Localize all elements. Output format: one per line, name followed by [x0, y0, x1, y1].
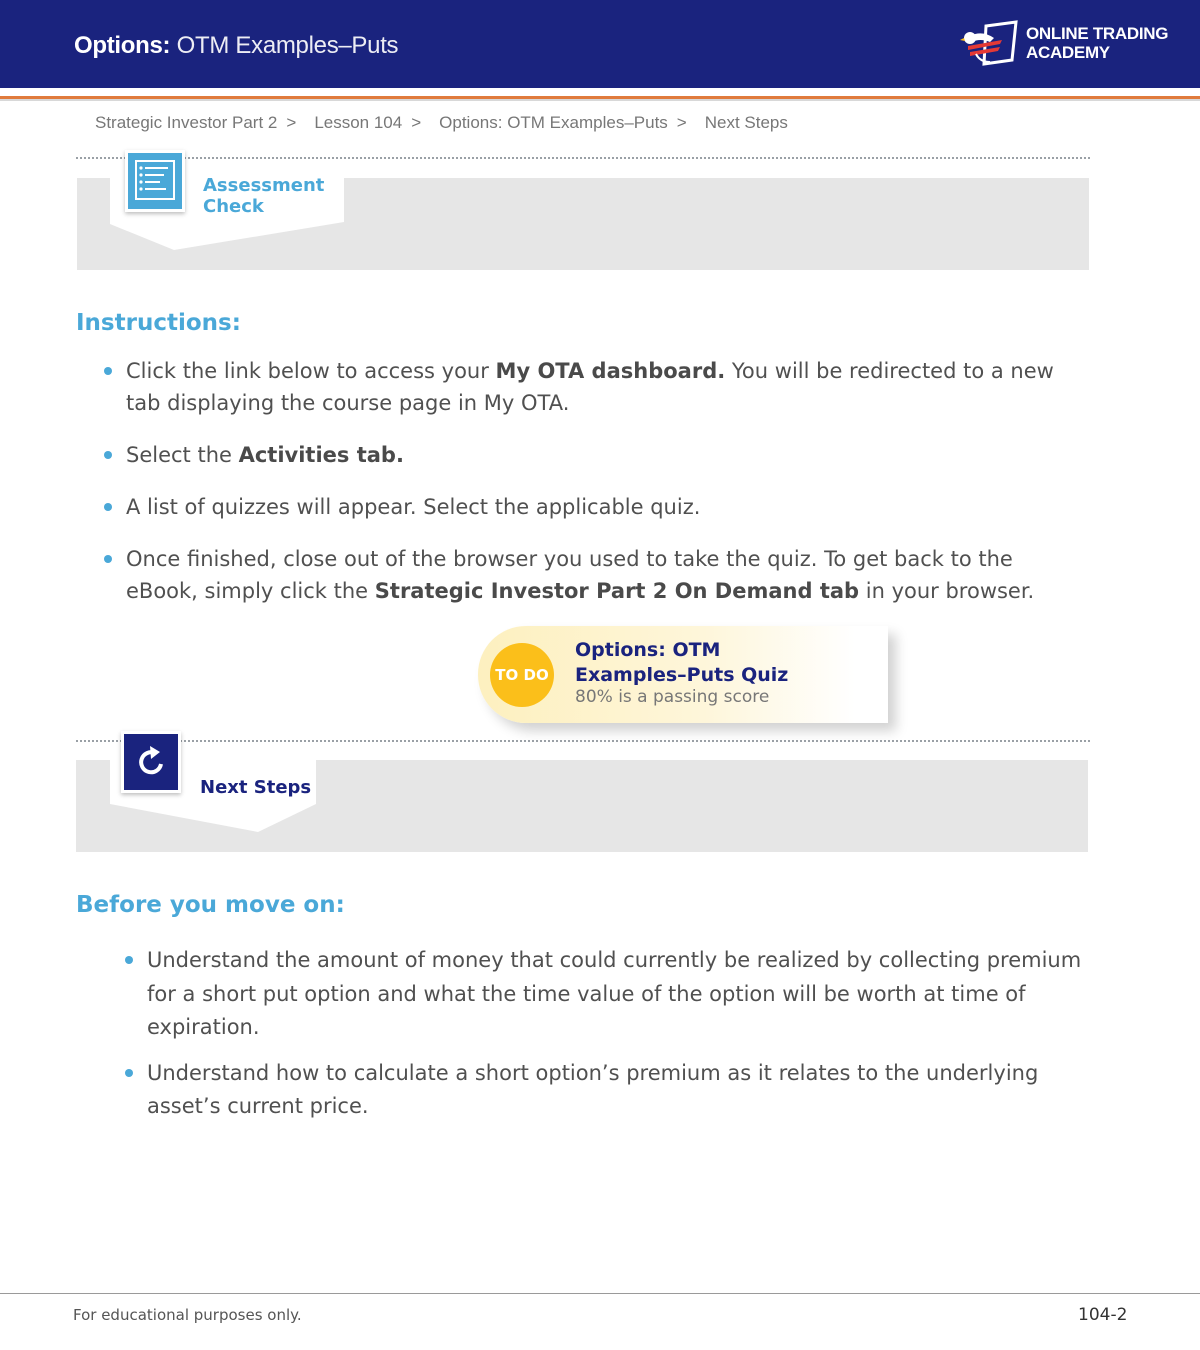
item-text: You will be redirected to a new tab displaying the course page in My OTA. [126, 359, 1054, 415]
bullet-icon [104, 451, 112, 459]
item-text-bold: Strategic Investor Part 2 On Demand tab [374, 579, 860, 603]
item-text: Understand how to calculate a short option’s premium as it relates to the underlying asset’s current price. [147, 1060, 1039, 1118]
bullet-icon [104, 367, 112, 375]
breadcrumb-item-current[interactable]: Next Steps [704, 113, 788, 132]
breadcrumb [95, 113, 797, 133]
list-item [104, 491, 1084, 523]
breadcrumb-item-lesson[interactable]: Lesson 104 [314, 113, 403, 132]
item-text: in your browser. [859, 579, 1035, 603]
breadcrumb-separator: > [286, 113, 297, 132]
page-title-light: OTM Examples–Puts [176, 32, 399, 59]
instructions-heading: Instructions: [76, 310, 241, 336]
breadcrumb-separator: > [411, 113, 422, 132]
header-gap [0, 88, 1200, 96]
breadcrumb-separator: > [676, 113, 687, 132]
item-text: A list of quizzes will appear. Select the applicable quiz. [126, 495, 701, 519]
item-text: Select the [126, 443, 239, 467]
before-list [125, 944, 1090, 1124]
page-header [0, 0, 1200, 88]
next-steps-label: Next Steps [200, 777, 312, 798]
todo-badge: TO DO [490, 643, 554, 707]
before-heading: Before you move on: [76, 892, 345, 918]
list-item [125, 1057, 1090, 1124]
ota-logo [960, 20, 1169, 68]
bullet-icon [125, 956, 133, 964]
page-title [74, 32, 398, 60]
item-text: Once finished, close out of the browser you used to take the quiz. To get back to the eBook, simply click the [126, 547, 1013, 603]
breadcrumb-item-topic[interactable]: Options: OTM Examples–Puts [439, 113, 668, 132]
refresh-icon [121, 731, 181, 793]
logo-text [1026, 24, 1168, 62]
page-number: 104-2 [1078, 1305, 1128, 1325]
quiz-title[interactable]: Options: OTM Examples–Puts Quiz [575, 639, 789, 686]
assessment-label [203, 175, 324, 217]
footer-rule [0, 1293, 1200, 1294]
list-item [104, 543, 1084, 607]
quiz-link-card[interactable] [478, 626, 888, 723]
quiz-passing-score: 80% is a passing score [575, 687, 770, 707]
item-text-bold: My OTA dashboard. [495, 359, 726, 383]
footer-disclaimer: For educational purposes only. [73, 1306, 302, 1324]
assessment-label-line1: Assessment [203, 175, 325, 196]
list-item [104, 355, 1084, 419]
item-text-bold: Activities tab. [238, 443, 404, 467]
section-divider [76, 740, 1090, 742]
eagle-flag-icon [960, 20, 1020, 68]
section-divider [76, 157, 1090, 159]
item-text: Understand the amount of money that could currently be realized by collecting premium for a short put option and what the time value of the option will be worth at time of expiration. [147, 948, 1082, 1039]
page-title-strong: Options: [74, 32, 171, 59]
logo-line1: ONLINE TRADING [1026, 24, 1169, 43]
list-item [104, 439, 1084, 471]
bullet-icon [125, 1069, 133, 1077]
header-grey-rule [0, 99, 1200, 101]
checklist-icon [125, 150, 185, 212]
item-text: Click the link below to access your [126, 359, 496, 383]
list-item [125, 944, 1090, 1045]
assessment-label-line2: Check [203, 196, 264, 217]
breadcrumb-item-course[interactable]: Strategic Investor Part 2 [95, 113, 278, 132]
bullet-icon [104, 555, 112, 563]
bullet-icon [104, 503, 112, 511]
instructions-list [104, 355, 1084, 607]
logo-line2: ACADEMY [1026, 43, 1110, 62]
